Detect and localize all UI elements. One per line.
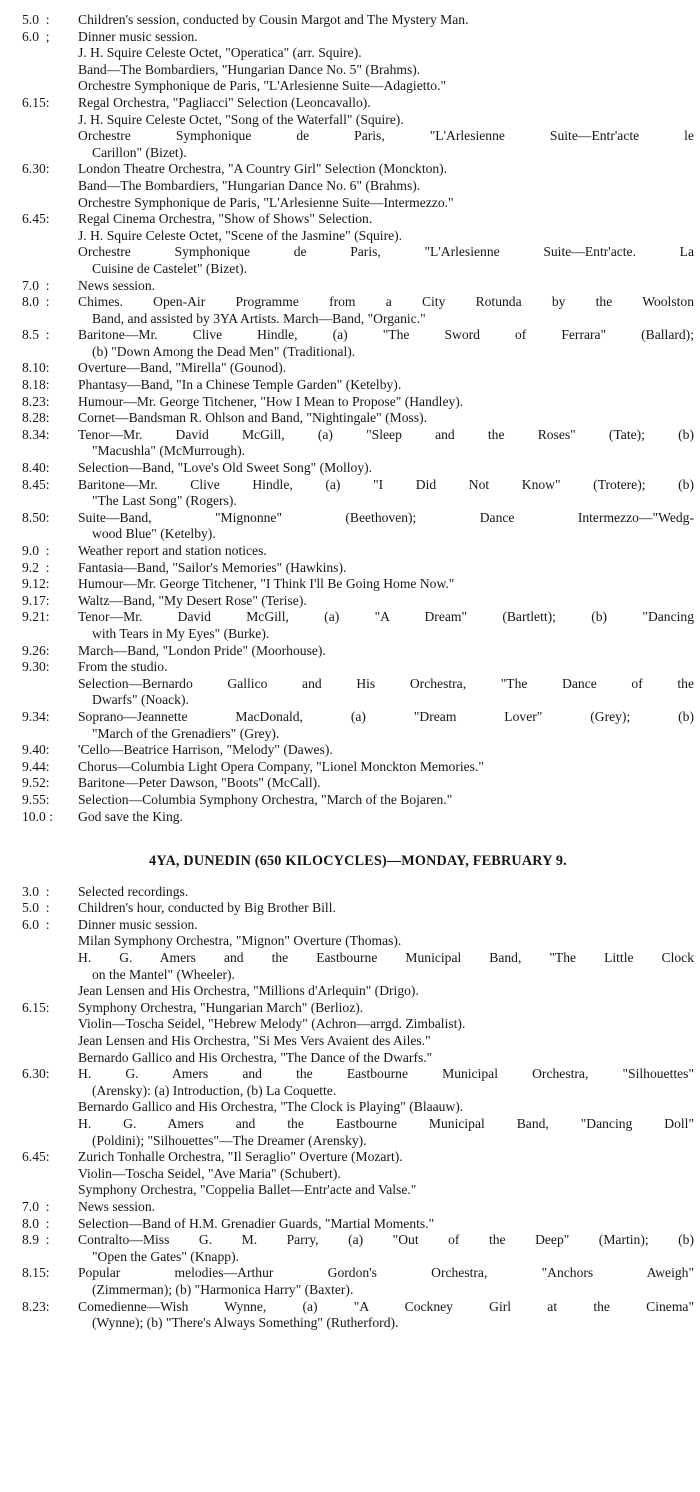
programme-entry <box>22 360 694 377</box>
programme-entry <box>22 29 694 95</box>
entry-lines <box>78 1265 694 1298</box>
entry-lines <box>78 884 694 901</box>
entry-lines <box>78 294 694 327</box>
entry-time: 6.45: <box>22 1149 50 1165</box>
entry-time: 8.23: <box>22 1298 50 1314</box>
entry-time: 6.45: <box>22 211 50 227</box>
entry-lines <box>78 1199 694 1216</box>
programme-entry <box>22 809 694 826</box>
entry-time: 7.0 : <box>22 277 50 293</box>
entry-line: Children's hour, conducted by Big Brother Bill. <box>78 900 336 916</box>
entry-lines <box>78 211 694 277</box>
entry-time: 5.0 : <box>22 12 50 27</box>
entry-time: 9.44: <box>22 758 50 774</box>
programme-entry <box>22 294 694 327</box>
entry-time: 8.9 : <box>22 1232 50 1248</box>
entry-lines <box>78 775 694 792</box>
entry-line: From the studio. <box>78 659 168 675</box>
entry-line: Tenor—Mr. David McGill, (a) "A Dream" (Bartlett); (b) "Dancing <box>78 609 694 625</box>
entry-lines <box>78 1299 694 1332</box>
entry-lines <box>78 643 694 660</box>
entry-line: Popular melodies—Arthur Gordon's Orchestra, "Anchors Aweigh" <box>78 1265 694 1281</box>
programme-entry <box>22 477 694 510</box>
3ya-programme-list <box>22 12 694 825</box>
entry-time: 8.15: <box>22 1265 50 1281</box>
programme-entry <box>22 161 694 211</box>
entry-time: 9.52: <box>22 775 50 791</box>
programme-entry <box>22 1000 694 1066</box>
entry-line: Cornet—Bandsman R. Ohlson and Band, "Nightingale" (Moss). <box>78 410 428 426</box>
entry-lines <box>78 161 694 211</box>
entry-line: "Macushla" (McMurrough). <box>92 443 246 459</box>
entry-line: Carillon" (Bizet). <box>92 144 187 160</box>
entry-lines <box>78 477 694 510</box>
entry-time: 9.55: <box>22 791 50 807</box>
programme-entry <box>22 278 694 295</box>
entry-line: wood Blue" (Ketelby). <box>92 526 216 542</box>
entry-line: Dinner music session. <box>78 916 198 932</box>
entry-line: Humour—Mr. George Titchener, "How I Mean to Propose" (Handley). <box>78 393 464 409</box>
entry-lines <box>78 12 694 29</box>
entry-line: Contralto—Miss G. M. Parry, (a) "Out of the Deep" (Martin); (b) <box>78 1232 694 1248</box>
entry-lines <box>78 1000 694 1066</box>
entry-line: H. G. Amers and the Eastbourne Municipal Band, "Dancing Doll" <box>78 1116 694 1131</box>
programme-entry <box>22 709 694 742</box>
entry-time: 8.5 : <box>22 327 50 343</box>
entry-time: 9.17: <box>22 592 50 608</box>
entry-lines <box>78 460 694 477</box>
entry-lines <box>78 1149 694 1199</box>
entry-line: Baritone—Mr. Clive Hindle, (a) "I Did Not Know" (Trotere); (b) <box>78 476 694 492</box>
entry-time: 6.30: <box>22 161 50 177</box>
programme-entry <box>22 1149 694 1199</box>
entry-time: 6.15: <box>22 94 50 110</box>
programme-entry <box>22 12 694 29</box>
entry-lines <box>78 709 694 742</box>
entry-time: 6.30: <box>22 1066 50 1082</box>
entry-time: 6.0 ; <box>22 28 50 44</box>
entry-line: Jean Lensen and His Orchestra, "Si Mes Vers Avaient des Ailes." <box>78 1033 431 1049</box>
entry-lines <box>78 609 694 642</box>
entry-line: Selected recordings. <box>78 883 189 899</box>
entry-line: Orchestre Symphonique de Paris, "L'Arlesienne Suite—Entr'acte. La <box>78 244 694 260</box>
entry-line: "Open the Gates" (Knapp). <box>92 1248 239 1264</box>
entry-time: 7.0 : <box>22 1198 50 1214</box>
entry-line: Symphony Orchestra, "Coppelia Ballet—Entr'acte and Valse." <box>78 1182 417 1198</box>
entry-line: Regal Cinema Orchestra, "Show of Shows" Selection. <box>78 211 373 227</box>
programme-entry <box>22 95 694 161</box>
entry-time: 8.10: <box>22 360 50 376</box>
entry-time: 8.0 : <box>22 1215 50 1231</box>
programme-entry <box>22 884 694 901</box>
entry-line: J. H. Squire Celeste Octet, "Operatica" (arr. Squire). <box>78 45 362 61</box>
entry-lines <box>78 410 694 427</box>
station-heading: 4YA, DUNEDIN (650 KILOCYCLES)—MONDAY, FEBRUARY 9. <box>149 853 567 870</box>
entry-time: 3.0 : <box>22 883 50 899</box>
entry-line: H. G. Amers and the Eastbourne Municipal Band, "The Little Clock <box>78 950 694 966</box>
entry-time: 8.45: <box>22 476 50 492</box>
entry-line: Comedienne—Wish Wynne, (a) "A Cockney Girl at the Cinema" <box>78 1298 694 1314</box>
entry-time: 6.15: <box>22 999 50 1015</box>
entry-line: London Theatre Orchestra, "A Country Girl" Selection (Monckton). <box>78 161 448 177</box>
entry-lines <box>78 576 694 593</box>
entry-line: Milan Symphony Orchestra, "Mignon" Overture (Thomas). <box>78 933 402 949</box>
programme-entry <box>22 543 694 560</box>
entry-time: 10.0 : <box>22 808 53 824</box>
programme-entry <box>22 560 694 577</box>
entry-line: Violin—Toscha Seidel, "Hebrew Melody" (Achron—arrgd. Zimbalist). <box>78 1016 466 1032</box>
entry-line: Selection—Band, "Love's Old Sweet Song" (Molloy). <box>78 460 373 476</box>
entry-lines <box>78 95 694 161</box>
entry-lines <box>78 560 694 577</box>
programme-entry <box>22 460 694 477</box>
entry-line: Suite—Band, "Mignonne" (Beethoven); Dance Intermezzo—"Wedg- <box>78 509 694 525</box>
programme-entry <box>22 759 694 776</box>
programme-entry <box>22 394 694 411</box>
entry-line: "The Last Song" (Rogers). <box>92 493 237 509</box>
programme-entry <box>22 742 694 759</box>
entry-line: March—Band, "London Pride" (Moorhouse). <box>78 642 326 658</box>
entry-line: God save the King. <box>78 808 183 824</box>
entry-line: News session. <box>78 1198 156 1214</box>
entry-line: Zurich Tonhalle Orchestra, "Il Seraglio" Overture (Mozart). <box>78 1149 403 1165</box>
entry-line: Orchestre Symphonique de Paris, "L'Arlesienne Suite—Entr'acte le <box>78 128 694 144</box>
entry-time: 9.26: <box>22 642 50 658</box>
entry-line: Selection—Bernardo Gallico and His Orchestra, "The Dance of the <box>78 675 694 691</box>
entry-line: News session. <box>78 277 156 293</box>
entry-time: 8.34: <box>22 426 50 442</box>
programme-entry <box>22 609 694 642</box>
entry-line: Regal Orchestra, "Pagliacci" Selection (Leoncavallo). <box>78 94 371 110</box>
entry-lines <box>78 327 694 360</box>
entry-line: (Zimmerman); (b) "Harmonica Harry" (Baxter). <box>92 1281 354 1297</box>
programme-entry <box>22 1216 694 1233</box>
entry-lines <box>78 742 694 759</box>
entry-line: (Wynne); (b) "There's Always Something" (Rutherford). <box>92 1315 399 1331</box>
entry-lines <box>78 792 694 809</box>
entry-lines <box>78 1066 694 1149</box>
entry-time: 8.40: <box>22 460 50 476</box>
entry-line: (Arensky): (a) Introduction, (b) La Coquette. <box>92 1082 337 1098</box>
programme-entry <box>22 1265 694 1298</box>
programme-entry <box>22 643 694 660</box>
entry-line: Cuisine de Castelet" (Bizet). <box>92 260 248 276</box>
entry-line: Band—The Bombardiers, "Hungarian Dance No. 5" (Brahms). <box>78 61 421 77</box>
entry-line: Weather report and station notices. <box>78 543 267 558</box>
programme-entry <box>22 1066 694 1149</box>
entry-lines <box>78 377 694 394</box>
entry-line: Band—The Bombardiers, "Hungarian Dance No. 6" (Brahms). <box>78 177 421 193</box>
entry-line: Selection—Columbia Symphony Orchestra, "March of the Bojaren." <box>78 791 453 807</box>
entry-line: Phantasy—Band, "In a Chinese Temple Garden" (Ketelby). <box>78 377 402 393</box>
entry-line: Band, and assisted by 3YA Artists. March—Band, "Organic." <box>92 310 426 326</box>
entry-time: 6.0 : <box>22 916 50 932</box>
entry-line: Orchestre Symphonique de Paris, "L'Arlesienne Suite—Adagietto." <box>78 78 447 94</box>
entry-line: Baritone—Mr. Clive Hindle, (a) "The Sword of Ferrara" (Ballard); <box>78 327 694 343</box>
entry-lines <box>78 360 694 377</box>
entry-time: 9.2 : <box>22 559 50 575</box>
entry-lines <box>78 917 694 1000</box>
entry-time: 8.0 : <box>22 294 50 310</box>
programme-entry <box>22 900 694 917</box>
entry-time: 8.23: <box>22 393 50 409</box>
programme-entry <box>22 593 694 610</box>
programme-entry <box>22 1232 694 1265</box>
programme-entry <box>22 427 694 460</box>
entry-lines <box>78 543 694 560</box>
entry-lines <box>78 510 694 543</box>
4ya-programme-list <box>22 884 694 1332</box>
entry-line: on the Mantel" (Wheeler). <box>92 966 235 982</box>
entry-line: Soprano—Jeannette MacDonald, (a) "Dream Lover" (Grey); (b) <box>78 708 694 724</box>
entry-lines <box>78 593 694 610</box>
entry-lines <box>78 427 694 460</box>
entry-line: Fantasia—Band, "Sailor's Memories" (Hawkins). <box>78 559 347 575</box>
entry-time: 8.28: <box>22 410 50 426</box>
entry-time: 8.18: <box>22 377 50 393</box>
entry-lines <box>78 759 694 776</box>
entry-line: Orchestre Symphonique de Paris, "L'Arlesienne Suite—Intermezzo." <box>78 194 454 210</box>
programme-entry <box>22 1299 694 1332</box>
entry-line: H. G. Amers and the Eastbourne Municipal Orchestra, "Silhouettes" <box>78 1066 694 1082</box>
programme-entry <box>22 410 694 427</box>
entry-line: Children's session, conducted by Cousin Margot and The Mystery Man. <box>78 12 469 27</box>
entry-line: Chorus—Columbia Light Opera Company, "Lionel Monckton Memories." <box>78 758 484 774</box>
entry-lines <box>78 1232 694 1265</box>
entry-time: 9.34: <box>22 708 50 724</box>
entry-line: 'Cello—Beatrice Harrison, "Melody" (Dawes). <box>78 742 333 758</box>
entry-line: Jean Lensen and His Orchestra, "Millions d'Arlequin" (Drigo). <box>78 983 419 999</box>
entry-line: Overture—Band, "Mirella" (Gounod). <box>78 360 287 376</box>
entry-line: Bernardo Gallico and His Orchestra, "The Dance of the Dwarfs." <box>78 1049 433 1065</box>
entry-time: 9.30: <box>22 659 50 675</box>
entry-lines <box>78 29 694 95</box>
entry-line: (b) "Down Among the Dead Men" (Traditional). <box>92 343 356 359</box>
programme-entry <box>22 917 694 1000</box>
programme-entry <box>22 576 694 593</box>
programme-entry <box>22 211 694 277</box>
entry-line: "March of the Grenadiers" (Grey). <box>92 725 280 741</box>
entry-line: Dwarfs" (Noack). <box>92 692 189 708</box>
entry-lines <box>78 659 694 709</box>
entry-lines <box>78 900 694 917</box>
entry-time: 9.21: <box>22 609 50 625</box>
entry-line: Bernardo Gallico and His Orchestra, "The Clock is Playing" (Blaauw). <box>78 1099 464 1115</box>
entry-line: Dinner music session. <box>78 28 198 44</box>
entry-line: J. H. Squire Celeste Octet, "Scene of the Jasmine" (Squire). <box>78 227 403 243</box>
entry-line: Tenor—Mr. David McGill, (a) "Sleep and the Roses" (Tate); (b) <box>78 426 694 442</box>
entry-lines <box>78 809 694 826</box>
entry-line: Selection—Band of H.M. Grenadier Guards, "Martial Moments." <box>78 1215 435 1231</box>
programme-entry <box>22 792 694 809</box>
entry-lines <box>78 1216 694 1233</box>
entry-time: 9.40: <box>22 742 50 758</box>
entry-line: with Tears in My Eyes" (Burke). <box>92 625 270 641</box>
entry-line: Waltz—Band, "My Desert Rose" (Terise). <box>78 592 307 608</box>
entry-time: 5.0 : <box>22 900 50 916</box>
entry-line: Chimes. Open-Air Programme from a City Rotunda by the Woolston <box>78 294 694 310</box>
entry-lines <box>78 278 694 295</box>
entry-time: 8.50: <box>22 509 50 525</box>
programme-entry <box>22 510 694 543</box>
programme-entry <box>22 377 694 394</box>
entry-line: J. H. Squire Celeste Octet, "Song of the Waterfall" (Squire). <box>78 111 404 127</box>
programme-entry <box>22 659 694 709</box>
programme-entry <box>22 1199 694 1216</box>
entry-line: Baritone—Peter Dawson, "Boots" (McCall). <box>78 775 321 791</box>
entry-line: Symphony Orchestra, "Hungarian March" (Berlioz). <box>78 999 364 1015</box>
entry-line: Humour—Mr. George Titchener, "I Think I'll Be Going Home Now." <box>78 576 455 592</box>
programme-entry <box>22 775 694 792</box>
programme-entry <box>22 327 694 360</box>
entry-line: Violin—Toscha Seidel, "Ave Maria" (Schubert). <box>78 1165 341 1181</box>
entry-lines <box>78 394 694 411</box>
entry-time: 9.0 : <box>22 543 50 558</box>
entry-line: (Poldini); "Silhouettes"—The Dreamer (Arensky). <box>92 1132 367 1148</box>
entry-time: 9.12: <box>22 576 50 592</box>
